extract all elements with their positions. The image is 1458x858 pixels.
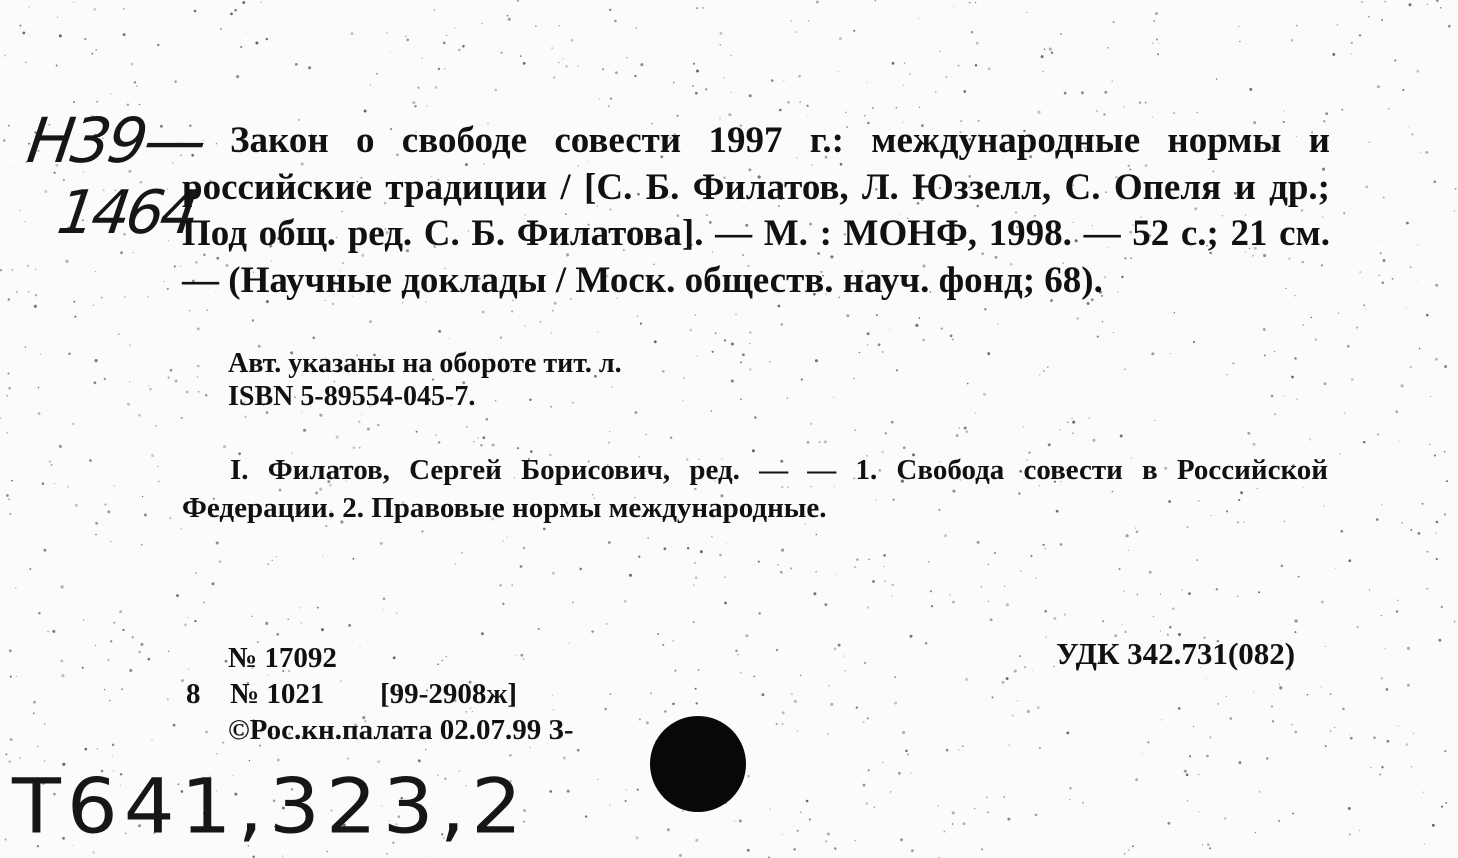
chamber-copyright: ©Рос.кн.палата 02.07.99 З- xyxy=(228,714,574,746)
handwritten-inventory-mark: Т641,323,2 xyxy=(12,762,529,851)
handwritten-shelf-mark-line1: Н39— xyxy=(22,104,209,177)
bibliographic-description: Закон о свободе совести 1997 г.: международные нормы и российские традиции / [С. Б. Филатов, Л. Юззелл, С. Опеля и др.; Под общ. ред. С. Б. Филатова]. — М. : МОНФ, 1998. — 52 с.; 21 см. — (Научные доклады / Моск. обществ. науч. фонд; 68). xyxy=(182,120,1330,301)
isbn-line: ISBN 5-89554-045-7. xyxy=(228,381,476,412)
record-number: № 17092 xyxy=(228,642,337,674)
card-number: № 1021 xyxy=(230,678,325,710)
handwritten-shelf-mark-line2: 1464 xyxy=(53,178,200,248)
udk-code: УДК 342.731(082) xyxy=(1056,636,1296,671)
subject-tracings: I. Филатов, Сергей Борисович, ред. — — 1. Свобода совести в Российской Федерации. 2. Правовые нормы международные. xyxy=(182,454,1328,524)
sheet-digit: 8 xyxy=(186,678,201,710)
order-code: [99-2908ж] xyxy=(380,678,517,710)
authors-note: Авт. указаны на обороте тит. л. xyxy=(228,348,622,379)
punch-hole xyxy=(650,716,746,812)
